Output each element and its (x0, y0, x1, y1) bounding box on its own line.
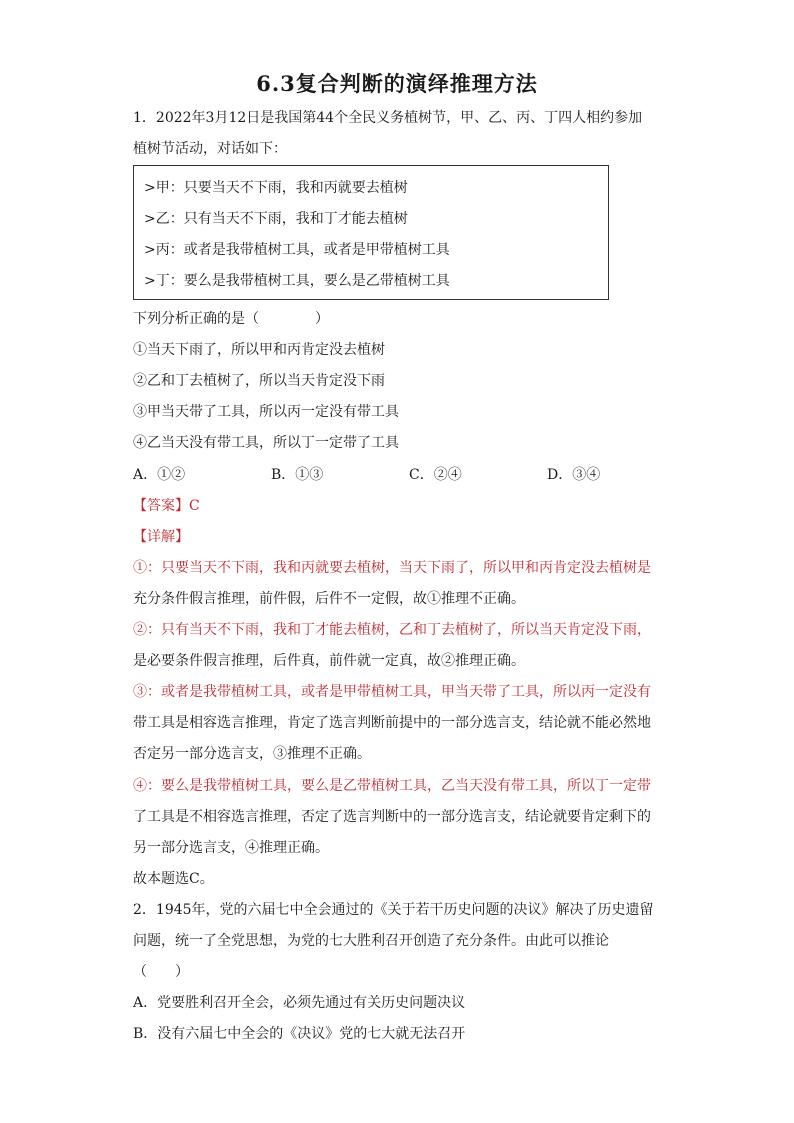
q1-dialogue-box (133, 165, 609, 300)
q1-detail-label: 【详解】 (133, 529, 189, 545)
explanation-line: ③：或者是我带植树工具，或者是甲带植树工具，甲当天带了工具，所以丙一定没有 (133, 684, 651, 700)
q1-stem-line-2: 植树节活动，对话如下： (133, 141, 287, 157)
explanation-line: ④：要么是我带植树工具，要么是乙带植树工具，乙当天没有带工具，所以丁一定带 (133, 778, 651, 794)
q1-statement: ①当天下雨了，所以甲和丙肯定没去植树 (133, 342, 385, 358)
page-title: 6.3复合判断的演绎推理方法 (256, 71, 538, 96)
explanation-line: 带工具是相容选言推理，肯定了选言判断前提中的一部分选言支，结论就不能必然地 (133, 715, 651, 731)
explanation-line: 否定另一部分选言支，③推理不正确。 (133, 746, 371, 762)
explanation-line: 了工具是不相容选言推理，否定了选言判断中的一部分选言支，结论就要肯定剩下的 (133, 809, 651, 825)
dialogue-line: >丙：或者是我带植树工具，或者是甲带植树工具 (144, 242, 450, 258)
q1-answer: 【答案】C (133, 498, 200, 514)
q1-option-d: D．③④ (547, 467, 601, 483)
q1-option-a: A．①② (133, 467, 186, 483)
q1-conclusion: 故本题选C。 (133, 871, 214, 887)
dialogue-line: >丁：要么是我带植树工具，要么是乙带植树工具 (144, 273, 450, 289)
q1-statement: ④乙当天没有带工具，所以丁一定带了工具 (133, 435, 399, 451)
q2-stem-line-1: 2．1945年，党的六届七中全会通过的《关于若干历史问题的决议》解决了历史遗留 (133, 902, 654, 918)
q1-prompt: 下列分析正确的是（ ） (133, 311, 329, 327)
q2-option-a: A．党要胜利召开全会，必须先通过有关历史问题决议 (133, 995, 466, 1011)
explanation-line: 充分条件假言推理，前件假，后件不一定假，故①推理不正确。 (133, 591, 525, 607)
explanation-line: 另一部分选言支，④推理正确。 (133, 840, 329, 856)
q1-stem-line-1: 1．2022年3月12日是我国第44个全民义务植树节，甲、乙、丙、丁四人相约参加 (133, 110, 643, 126)
q2-option-b: B．没有六届七中全会的《决议》党的七大就无法召开 (133, 1026, 466, 1042)
explanation-line: ②：只有当天不下雨，我和丁才能去植树，乙和丁去植树了，所以当天肯定没下雨， (133, 622, 651, 638)
q1-option-b: B．①③ (271, 467, 324, 483)
dialogue-line: >乙：只有当天不下雨，我和丁才能去植树 (144, 211, 408, 227)
q1-statement: ③甲当天带了工具，所以丙一定没有带工具 (133, 404, 399, 420)
dialogue-line: >甲：只要当天不下雨，我和丙就要去植树 (144, 180, 408, 196)
q1-option-c: C．②④ (409, 467, 462, 483)
explanation-line: 是必要条件假言推理，后件真，前件就一定真，故②推理正确。 (133, 653, 525, 669)
q1-statement: ②乙和丁去植树了，所以当天肯定没下雨 (133, 373, 385, 389)
explanation-line: ①：只要当天不下雨，我和丙就要去植树，当天下雨了，所以甲和丙肯定没去植树是 (133, 560, 651, 576)
q2-blank: （ ） (133, 964, 189, 980)
q2-stem-line-2: 问题，统一了全党思想，为党的七大胜利召开创造了充分条件。由此可以推论 (133, 933, 609, 949)
